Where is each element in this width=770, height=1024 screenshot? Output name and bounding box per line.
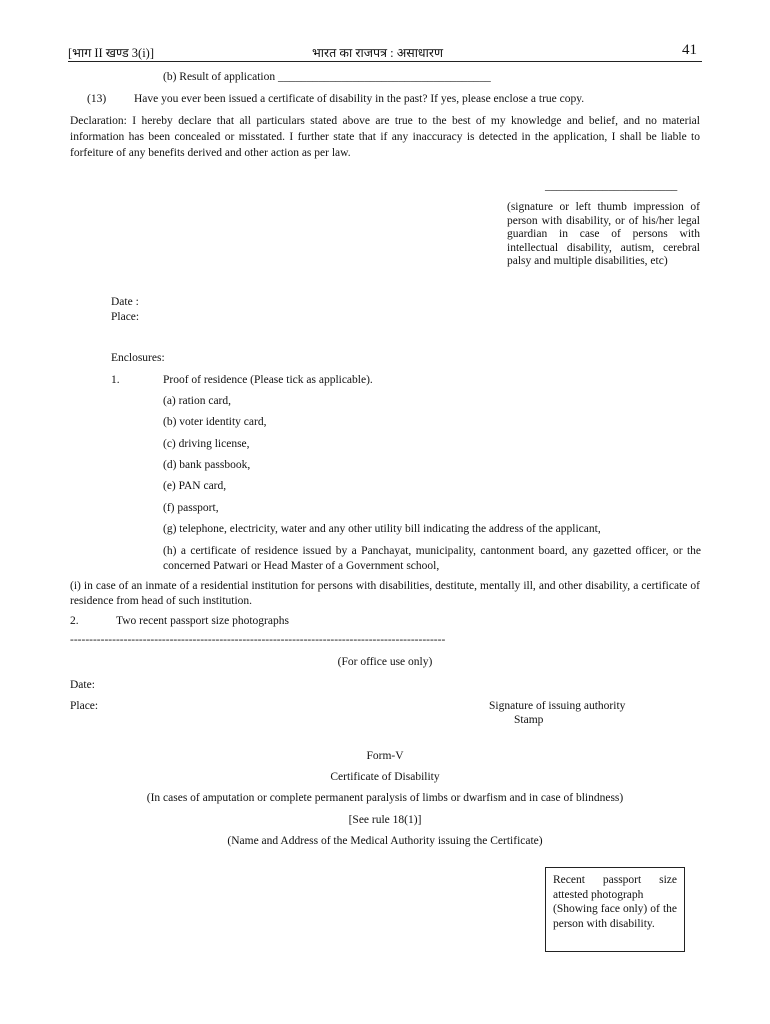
header-rule [68, 61, 702, 62]
issuing-authority-signature: Signature of issuing authority [489, 700, 626, 712]
form-name: Form-V [366, 750, 404, 762]
applicant-date-label: Date : [111, 296, 139, 308]
office-use-title: (For office use only) [337, 656, 433, 668]
photograph-box-line-1: Recent passport size attested photograph [553, 874, 677, 901]
list-item: (f) passport, [163, 502, 219, 514]
enclosure-item-1-number: 1. [111, 374, 120, 386]
enclosure-item-2-text: Two recent passport size photographs [116, 615, 289, 627]
declaration-paragraph: Declaration: I hereby declare that all particulars stated above are true to the best of my knowledge and belief, and no material information has been concealed or misstated. I further state that if any inaccuracy is detected in the application, I shall be liable to forfeiture of any benefits derived and other action as per law. [70, 115, 700, 159]
enclosures-title: Enclosures: [111, 352, 165, 364]
office-place-label: Place: [70, 700, 99, 712]
office-date-label: Date: [70, 679, 95, 691]
form-subtitle: (In cases of amputation or complete permanent paralysis of limbs or dwarfism and in case of blindness) [146, 792, 624, 804]
applicant-place-label: Place: [111, 311, 140, 323]
medical-authority-line: (Name and Address of the Medical Authority issuing the Certificate) [227, 835, 543, 847]
list-item: (h) a certificate of residence issued by a Panchayat, municipality, cantonment board, any gazetted officer, or the concerned Patwari or Head Master of a Government school, [163, 545, 701, 572]
photograph-box-line-2: (Showing face only) of the person with disability. [553, 903, 677, 930]
form-rule: [See rule 18(1)] [348, 814, 422, 826]
dashed-separator: -------------------------------------------------------------------------------------------------- [70, 634, 446, 646]
header-gazette-title: भारत का राजपत्र : असाधारण [312, 46, 444, 60]
question-13-text: Have you ever been issued a certificate of disability in the past? If yes, please enclose a true copy. [134, 93, 585, 105]
list-item: (e) PAN card, [163, 480, 227, 492]
result-of-application-line: (b) Result of application _____________________________________ [163, 71, 491, 83]
enclosure-item-1-text: Proof of residence (Please tick as applicable). [163, 374, 373, 386]
signature-caption: (signature or left thumb impression of person with disability, or of his/her legal guardian in case of persons with intellectual disability, autism, cerebral palsy and multiple disabilities, etc) [507, 201, 700, 267]
photograph-box [545, 867, 685, 952]
question-13-number: (13) [87, 93, 107, 105]
signature-line: _______________________ [545, 180, 678, 192]
form-title: Certificate of Disability [330, 771, 440, 783]
stamp-label: Stamp [514, 714, 544, 726]
list-item: (g) telephone, electricity, water and any other utility bill indicating the address of the applicant, [163, 523, 601, 535]
list-item: (d) bank passbook, [163, 459, 251, 471]
list-item: (a) ration card, [163, 395, 232, 407]
header-part-label: [भाग II खण्ड 3(i)] [68, 46, 154, 60]
enclosure-item-2-number: 2. [70, 615, 79, 627]
list-item: (c) driving license, [163, 438, 250, 450]
page-number: 41 [682, 42, 697, 58]
enclosure-item-i: (i) in case of an inmate of a residential institution for persons with disabilities, destitute, mentally ill, and other disability, a certificate of residence from head of such institution. [70, 580, 700, 607]
list-item: (b) voter identity card, [163, 416, 267, 428]
